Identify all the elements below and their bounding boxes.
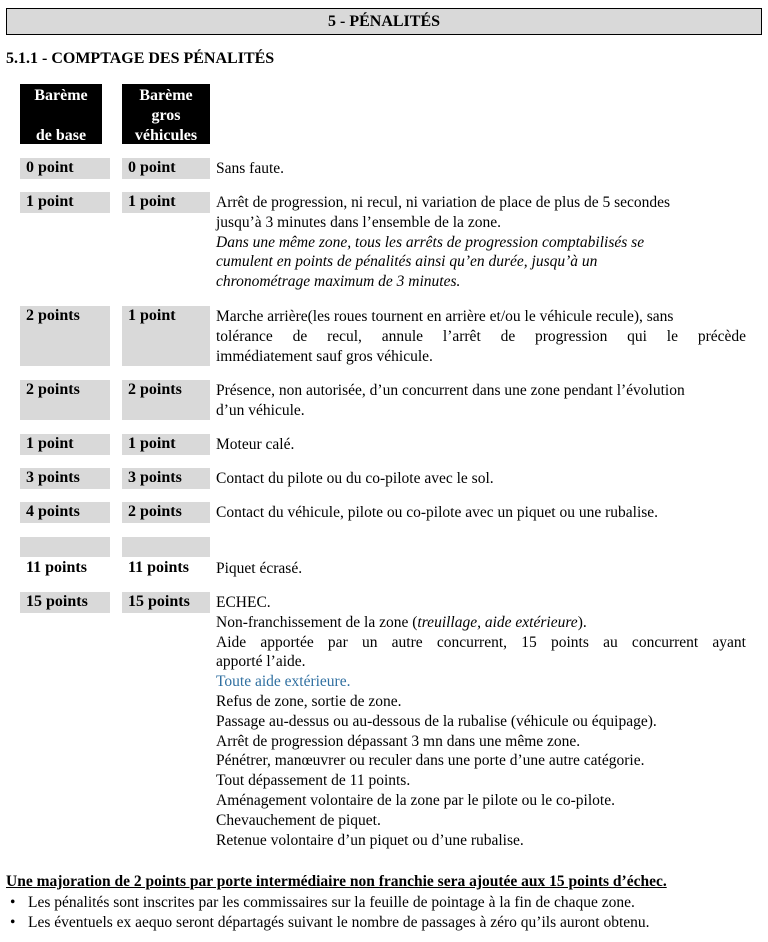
echec-description: ECHEC. Non-franchissement de la zone (treuillage, aide extérieure). Aide apportée par un autre concurrent, 15 points au concurrent ayant apporté l’aide. Toute aide extérieure. Refus de zone, sortie de zone. Passage au-dessus ou au-dessous de la rubalise (véhicule ou équipage). Arrêt de progression dépassant 3 mn dans une même zone. Pénétrer, manœuvrer ou reculer dans une porte d’une autre catégorie. Tout dépassement de 11 points. Aménagement volontaire de la zone par le pilote ou le co-pilote. Chevauchement de piquet. Retenue volontaire d’un piquet ou d’une rubalise. xyxy=(216,594,746,849)
empty-grey-cell xyxy=(122,537,210,557)
gros-points: 2 points xyxy=(122,502,210,523)
penalty-description: Piquet écrasé. xyxy=(216,560,303,577)
gros-points: 15 points xyxy=(122,592,210,613)
bullet-list xyxy=(6,893,766,933)
base-points: 15 points xyxy=(20,592,110,613)
base-points: 0 point xyxy=(20,158,110,179)
header-bareme-base: Barème de base xyxy=(20,84,102,144)
blue-note: Toute aide extérieure. xyxy=(216,673,351,691)
penalty-description: Sans faute. xyxy=(216,160,285,177)
page-title: 5 - PÉNALITÉS xyxy=(6,8,762,35)
gros-points: 1 point xyxy=(122,306,210,366)
gros-points: 11 points xyxy=(128,559,189,576)
gros-points: 0 point xyxy=(122,158,210,179)
gros-points: 3 points xyxy=(122,468,210,489)
base-points: 4 points xyxy=(20,502,110,523)
empty-grey-cell xyxy=(20,537,110,557)
penalty-description: Contact du pilote ou du co-pilote avec le sol. xyxy=(216,470,494,487)
bullet-icon: • xyxy=(10,894,16,911)
penalty-description: Présence, non autorisée, d’un concurrent dans une zone pendant l’évolution d’un véhicule. xyxy=(216,382,685,419)
base-points: 2 points xyxy=(20,380,110,420)
gros-points: 1 point xyxy=(122,192,210,213)
penalty-description: Contact du véhicule, pilote ou co-pilote avec un piquet ou une rubalise. xyxy=(216,504,659,521)
bullet-icon: • xyxy=(10,914,16,931)
gros-points: 1 point xyxy=(122,434,210,455)
gros-points: 2 points xyxy=(122,380,210,420)
penalty-description: Moteur calé. xyxy=(216,436,295,453)
penalty-description: Arrêt de progression, ni recul, ni variation de place de plus de 5 secondes jusqu’à 3 minutes dans l’ensemble de la zone. Dans une même zone, tous les arrêts de progression comptabilisés se cumulent en points de pénalités ainsi qu’en durée, jusqu’à un chronométrage maximum de 3 minutes. xyxy=(216,194,671,291)
header-bareme-gros: Barème gros véhicules xyxy=(122,84,210,144)
list-item: • Les éventuels ex aequo seront départagés suivant le nombre de passages à zéro qu’ils auront obtenu. xyxy=(10,914,650,931)
base-points: 1 point xyxy=(20,192,110,213)
base-points: 3 points xyxy=(20,468,110,489)
base-points: 11 points xyxy=(26,559,87,576)
list-item: • Les pénalités sont inscrites par les commissaires sur la feuille de pointage à la fin de chaque zone. xyxy=(10,894,635,911)
penalty-description: Marche arrière(les roues tournent en arrière et/ou le véhicule recule), sans tolérance de recul, annule l’arrêt de progression qui le précède immédiatement sauf gros véhicule. xyxy=(216,308,746,365)
base-points: 1 point xyxy=(20,434,110,455)
section-heading: 5.1.1 - COMPTAGE DES PÉNALITÉS xyxy=(6,50,275,67)
majoration-note: Une majoration de 2 points par porte intermédiaire non franchie sera ajoutée aux 15 points d’échec. xyxy=(6,873,667,890)
base-points: 2 points xyxy=(20,306,110,366)
